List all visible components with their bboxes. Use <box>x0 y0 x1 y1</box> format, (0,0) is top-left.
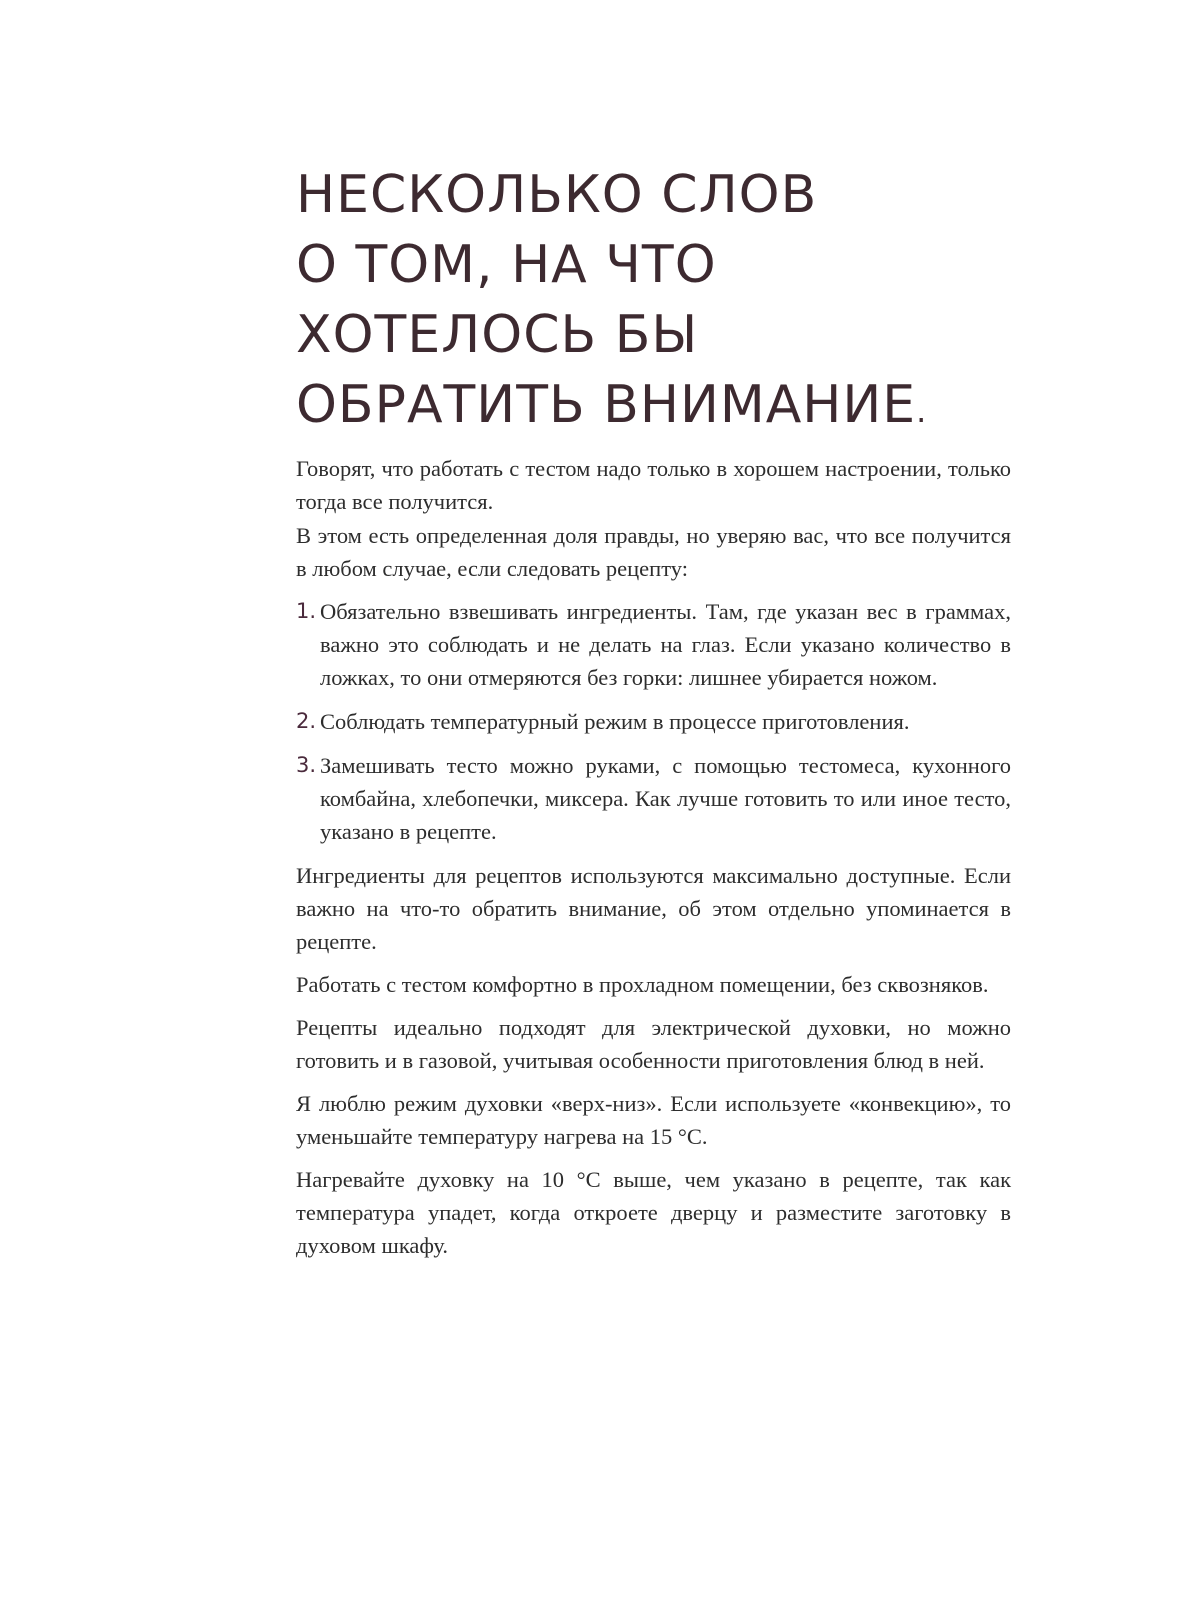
title-line-4 <box>296 370 1016 446</box>
intro-paragraph-2: В этом есть определенная доля правды, но уверяю вас, что все получится в любом случае, если следовать рецепту: <box>296 523 1011 581</box>
body-text <box>296 452 1011 1272</box>
page-title <box>296 160 1016 446</box>
title-line-4-text: ОБРАТИТЬ ВНИМАНИЕ <box>296 375 917 435</box>
list-item-text: Обязательно взвешивать ингредиенты. Там, где указан вес в граммах, важно это соблюдать и не делать на глаз. Если указано количество в ложках, то они отмеряются без горки: лишнее убирается ножом. <box>320 599 1011 690</box>
list-item-number: 1. <box>296 599 317 623</box>
list-item <box>296 705 1011 738</box>
rules-list <box>296 595 1011 848</box>
paragraph-ingredients: Ингредиенты для рецептов используются максимально доступные. Если важно на что-то обратить внимание, об этом отдельно упоминается в рецепте. <box>296 863 1011 954</box>
title-line-1: НЕСКОЛЬКО СЛОВ <box>296 165 818 225</box>
title-end-mark: . <box>916 392 928 430</box>
paragraph-oven-type: Рецепты идеально подходят для электрической духовки, но можно готовить и в газовой, учитывая особенности приготовления блюд в ней. <box>296 1015 1011 1073</box>
paragraph-preheat: Нагревайте духовку на 10 °С выше, чем указано в рецепте, так как температура упадет, когда откроете дверцу и разместите заготовку в духовом шкафу. <box>296 1167 1011 1258</box>
list-item-text: Соблюдать температурный режим в процессе приготовления. <box>320 709 910 734</box>
paragraph-oven-mode: Я люблю режим духовки «верх-низ». Если используете «конвекцию», то уменьшайте температуру нагрева на 15 °С. <box>296 1091 1011 1149</box>
list-item-number: 2. <box>296 709 317 733</box>
list-item-number: 3. <box>296 753 317 777</box>
intro-paragraph-1: Говорят, что работать с тестом надо только в хорошем настроении, только тогда все получится. <box>296 456 1011 514</box>
list-item-text: Замешивать тесто можно руками, с помощью тестомеса, кухонного комбайна, хлебопечки, миксера. Как лучше готовить то или иное тесто, указано в рецепте. <box>320 753 1011 844</box>
title-line-2: О ТОМ, НА ЧТО <box>296 235 717 295</box>
paragraph-room: Работать с тестом комфортно в прохладном помещении, без сквозняков. <box>296 972 989 997</box>
list-item <box>296 595 1011 694</box>
list-item <box>296 749 1011 848</box>
title-line-3: ХОТЕЛОСЬ БЫ <box>296 305 699 365</box>
